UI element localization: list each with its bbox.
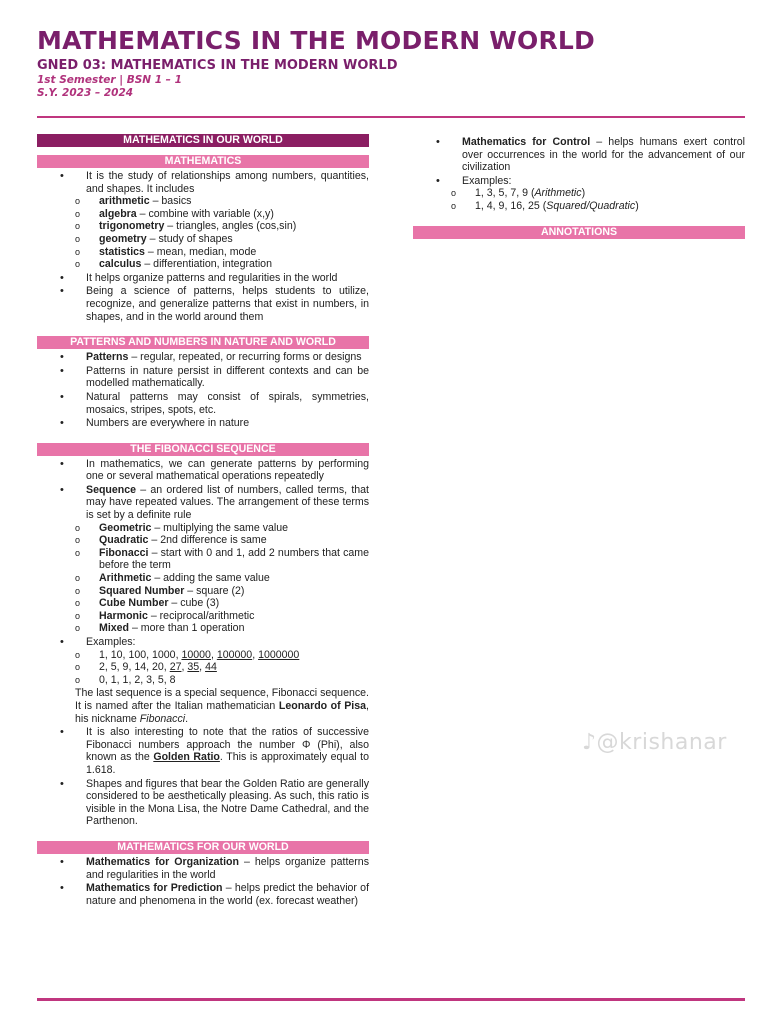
tiktok-icon: ♪ [582,730,597,755]
sub-item: o Arithmetic – adding the same value [37,572,369,585]
left-column [37,134,369,908]
sub-item: o algebra – combine with variable (x,y) [37,208,369,221]
mathematics-list [37,170,369,323]
right-column [413,136,745,239]
sub-item: o Harmonic – reciprocal/arithmetic [37,610,369,623]
list-item: • It is the study of relationships among numbers, quantities, and shapes. It includes o arithmetic – basics o algebra – combine with variable (x,y) o trigonometry – triangles, angles (cos,sin) o geometry – study of shapes o statistics – mean, median, mode o calculus – differentiation, integration [37,170,369,271]
semester-line: 1st Semester | BSN 1 – 1 [37,74,182,86]
list-item: • It helps organize patterns and regularities in the world [37,272,369,285]
golden-ratio-list [37,726,369,828]
list-item: • Sequence – an ordered list of numbers, called terms, that may have repeated values. The arrangement of these terms is set by a definite rule o Geometric – multiplying the same value o Quadratic – 2nd difference is same o Fibonacci – start with 0 and 1, add 2 numbers that came before the term o Arithmetic – adding the same value o Squared Number – square (2) o Cube Number – cube (3) o Harmonic – reciprocal/arithmetic o Mixed – more than 1 operation [37,484,369,635]
section-bar-fibonacci: THE FIBONACCI SEQUENCE [37,443,369,456]
section-bar-mathematics: MATHEMATICS [37,155,369,168]
sub-item: o 1, 3, 5, 7, 9 (Arithmetic) [413,187,745,200]
list-item: • Shapes and figures that bear the Golden Ratio are generally considered to be aesthetically pleasing. As such, this ratio is visible in the Mona Lisa, the Notre Dame Cathedral, and the Parthenon. [37,778,369,828]
branches-sublist [86,195,369,271]
header-divider [37,116,745,118]
sub-item: o geometry – study of shapes [37,233,369,246]
list-item: • Patterns in nature persist in different contexts and can be modelled mathematically. [37,365,369,390]
sub-item: o Fibonacci – start with 0 and 1, add 2 numbers that came before the term [37,547,369,572]
list-item: • In mathematics, we can generate patterns by performing one or several mathematical operations repeatedly [37,458,369,483]
sub-item: o Cube Number – cube (3) [37,597,369,610]
sub-item: o Mixed – more than 1 operation [37,622,369,635]
list-item: • Mathematics for Organization – helps organize patterns and regularities in the world [37,856,369,881]
sequence-types-sublist [86,522,369,635]
list-item: • Patterns – regular, repeated, or recurring forms or designs [37,351,369,364]
sub-item: o 2, 5, 9, 14, 20, 27, 35, 44 [37,661,369,674]
sub-item: o Geometric – multiplying the same value [37,522,369,535]
list-item: • Mathematics for Control – helps humans exert control over occurrences in the world for the advancement of our civilization [413,136,745,174]
list-item: • Numbers are everywhere in nature [37,417,369,430]
sub-item: o calculus – differentiation, integration [37,258,369,271]
list-item: • Natural patterns may consist of spirals, symmetries, mosaics, stripes, spots, etc. [37,391,369,416]
fibonacci-paragraph: The last sequence is a special sequence, Fibonacci sequence. It is named after the Italian mathematician Leonardo of Pisa, his nickname Fibonacci. [75,687,369,725]
fibonacci-list [37,458,369,687]
section-bar-patterns: PATTERNS AND NUMBERS IN NATURE AND WORLD [37,336,369,349]
list-item: • It is also interesting to note that the ratios of successive Fibonacci numbers approach the number Φ (Phi), also known as the Golden Ratio. This is approximately equal to 1.618. [37,726,369,776]
math-control-list [413,136,745,213]
footer-divider [37,998,745,1001]
list-item: • Examples: o 1, 3, 5, 7, 9 (Arithmetic) o 1, 4, 9, 16, 25 (Squared/Quadratic) [413,175,745,213]
sub-item: o Quadratic – 2nd difference is same [37,534,369,547]
sub-item: o 0, 1, 1, 2, 3, 5, 8 [37,674,369,687]
list-item: • Mathematics for Prediction – helps predict the behavior of nature and phenomena in the world (ex. forecast weather) [37,882,369,907]
document-header [37,26,757,100]
tiktok-watermark: ♪@krishanar [582,730,727,755]
course-subtitle: GNED 03: MATHEMATICS IN THE MODERN WORLD [37,58,398,73]
math-for-world-list [37,856,369,907]
sub-item: o 1, 10, 100, 1000, 10000, 100000, 1000000 [37,649,369,662]
section-bar-annotations: ANNOTATIONS [413,226,745,239]
sub-item: o Squared Number – square (2) [37,585,369,598]
list-item: • Examples: o 1, 10, 100, 1000, 10000, 100000, 1000000 o 2, 5, 9, 14, 20, 27, 35, 44 o 0, 1, 1, 2, 3, 5, 8 [37,636,369,686]
control-examples-sublist [462,187,745,212]
examples-sublist [86,649,369,687]
sub-item: o arithmetic – basics [37,195,369,208]
section-bar-math-for-our-world: MATHEMATICS FOR OUR WORLD [37,841,369,854]
section-bar-math-in-our-world: MATHEMATICS IN OUR WORLD [37,134,369,147]
school-year-line: S.Y. 2023 – 2024 [37,87,134,99]
page-title: MATHEMATICS IN THE MODERN WORLD [37,26,595,55]
list-item: • Being a science of patterns, helps students to utilize, recognize, and generalize patterns that exist in numbers, in shapes, and in the world around them [37,285,369,323]
sub-item: o 1, 4, 9, 16, 25 (Squared/Quadratic) [413,200,745,213]
sub-item: o statistics – mean, median, mode [37,246,369,259]
sub-item: o trigonometry – triangles, angles (cos,sin) [37,220,369,233]
patterns-list [37,351,369,430]
